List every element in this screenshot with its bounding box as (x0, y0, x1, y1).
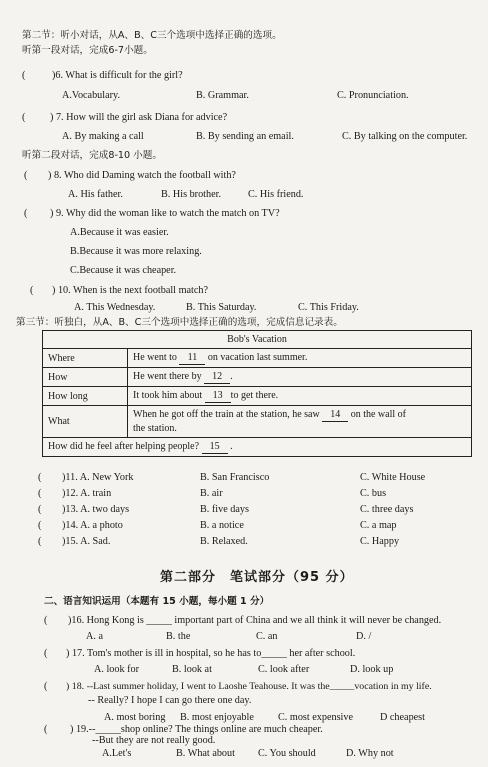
q19-option-d: D. Why not (346, 748, 394, 759)
q12-option-b: B. air (200, 488, 223, 499)
q16-option-d: D. / (356, 631, 372, 642)
q8-paren: ( (24, 170, 28, 181)
q10-stem: ) 10. When is the next football match? (52, 285, 208, 296)
q19-option-a: A.Let's (102, 748, 132, 759)
q7-option-a: A. By making a call (62, 131, 144, 142)
q10-option-a: A. This Wednesday. (74, 302, 156, 313)
q15-paren: ( (38, 536, 42, 547)
q13-option-c: C. three days (360, 504, 414, 515)
q10-option-b: B. This Saturday. (186, 302, 257, 313)
q16-option-c: C. an (256, 631, 278, 642)
q17-option-b: B. look at (172, 664, 212, 675)
q10-option-c: C. This Friday. (298, 302, 359, 313)
section2-instruction: 第二节：听小对话，从A、B、C三个选项中选择正确的选项。 (22, 30, 282, 41)
q17-stem: ) 17. Tom's mother is ill in hospital, so he has to_____ her after school. (66, 648, 356, 659)
q9-option-c: C.Because it was cheaper. (70, 265, 177, 276)
part2-instruction: 二、语言知识运用（本题有 15 小题，每小题 1 分） (44, 596, 270, 607)
q18-option-d: D cheapest (380, 712, 425, 723)
q7-paren: ( (22, 112, 26, 123)
row-where-post: on vacation last summer. (207, 352, 308, 363)
q11-paren: ( (38, 472, 42, 483)
q12-paren: ( (38, 488, 42, 499)
q11-option-a: )11. A. New York (62, 472, 134, 483)
q11-option-c: C. White House (360, 472, 426, 483)
q17-paren: ( (44, 648, 48, 659)
q16-option-a: A. a (86, 631, 103, 642)
q14-option-a: )14. A. a photo (62, 520, 123, 531)
table-row (43, 368, 472, 387)
blank-14: 14 (322, 408, 348, 422)
blank-11: 11 (179, 351, 205, 365)
q6-stem: )6. What is difficult for the girl? (52, 70, 183, 81)
q19-stem-reply: --But they are not really good. (92, 735, 216, 746)
q8-stem: ) 8. Who did Daming watch the football with? (48, 170, 236, 181)
q9-option-b: B.Because it was more relaxing. (70, 246, 202, 257)
table-row (43, 349, 472, 368)
row-how-post: . (230, 371, 233, 382)
table-title-row (43, 331, 472, 349)
q6-paren: ( (22, 70, 26, 81)
q14-paren: ( (38, 520, 42, 531)
row-what-post2: the station. (133, 423, 177, 434)
q14-option-b: B. a notice (200, 520, 244, 531)
q9-option-a: A.Because it was easier. (70, 227, 169, 238)
row-howlong-pre: It took him about (133, 390, 203, 401)
q17-option-c: C. look after (258, 664, 310, 675)
q6-option-b: B. Grammar. (196, 90, 249, 101)
q17-option-a: A. look for (94, 664, 139, 675)
q15-option-b: B. Relaxed. (200, 536, 248, 547)
part2-title: 第二部分 笔试部分（95 分） (160, 570, 354, 585)
q18-paren: ( (44, 681, 48, 692)
q19-option-b: B. What about (176, 748, 235, 759)
row-label-how-long: How long (43, 387, 128, 406)
q16-option-b: B. the (166, 631, 191, 642)
q19-stem: ) 19.--_____shop online? The things online are much cheaper. (70, 724, 323, 735)
q16-stem: )16. Hong Kong is _____ important part of China and we all think it will never be changed. (68, 615, 442, 626)
table-row (43, 406, 472, 438)
blank-12: 12 (204, 370, 230, 384)
q18-option-a: A. most boring (104, 712, 166, 723)
row-text-feel (43, 438, 472, 457)
q15-option-a: )15. A. Sad. (62, 536, 111, 547)
q13-paren: ( (38, 504, 42, 515)
row-text-what (128, 406, 472, 438)
row-where-pre: He went to (133, 352, 177, 363)
row-text-how-long (128, 387, 472, 406)
table-row (43, 438, 472, 457)
q15-option-c: C. Happy (360, 536, 400, 547)
row-text-where (128, 349, 472, 368)
q8-option-b: B. His brother. (161, 189, 221, 200)
q8-option-a: A. His father. (68, 189, 123, 200)
blank-15: 15 (202, 440, 228, 454)
q6-option-a: A.Vocabulary. (62, 90, 120, 101)
q12-option-c: C. bus (360, 488, 387, 499)
q11-option-b: B. San Francisco (200, 472, 270, 483)
q6-option-c: C. Pronunciation. (337, 90, 409, 101)
q9-paren: ( (24, 208, 28, 219)
q8-option-c: C. His friend. (248, 189, 304, 200)
table-row (43, 387, 472, 406)
q13-option-b: B. five days (200, 504, 249, 515)
q10-paren: ( (30, 285, 34, 296)
row-what-pre: When he got off the train at the station, he saw (133, 409, 320, 420)
row-what-post: on the wall of (350, 409, 406, 420)
q7-stem: ) 7. How will the girl ask Diana for advice? (50, 112, 228, 123)
q9-stem: ) 9. Why did the woman like to watch the match on TV? (50, 208, 280, 219)
bobs-vacation-table (42, 330, 472, 457)
blank-13: 13 (205, 389, 231, 403)
row-text-how (128, 368, 472, 387)
q16-paren: ( (44, 615, 48, 626)
row-label-what: What (43, 406, 128, 438)
row-how-pre: He went there by (133, 371, 202, 382)
q7-option-b: B. By sending an email. (196, 131, 294, 142)
dialogue2-instruction: 听第二段对话，完成8-10 小题。 (22, 150, 162, 161)
row-label-where: Where (43, 349, 128, 368)
q19-option-c: C. You should (258, 748, 316, 759)
q17-option-d: D. look up (350, 664, 394, 675)
q19-paren: ( (44, 724, 48, 735)
row-feel-post: . (230, 441, 233, 452)
q14-option-c: C. a map (360, 520, 397, 531)
row-feel-pre: How did he feel after helping people? (48, 441, 200, 452)
q18-option-c: C. most expensive (278, 712, 353, 723)
section3-instruction: 第三节：听独白，从A、B、C三个选项中选择正确的选项，完成信息记录表。 (16, 317, 343, 328)
q18-stem-reply: -- Really? I hope I can go there one day. (88, 695, 252, 706)
row-label-how: How (43, 368, 128, 387)
q13-option-a: )13. A. two days (62, 504, 130, 515)
q12-option-a: )12. A. train (62, 488, 112, 499)
q7-option-c: C. By talking on the computer. (342, 131, 468, 142)
table-title: Bob's Vacation (43, 331, 472, 349)
q18-option-b: B. most enjoyable (180, 712, 254, 723)
dialogue1-instruction: 听第一段对话，完成6-7小题。 (22, 45, 153, 56)
row-howlong-post: to get there. (230, 390, 279, 401)
q18-stem: ) 18. --Last summer holiday, I went to Laoshe Teahouse. It was the_____vocation in my life. (66, 681, 432, 692)
